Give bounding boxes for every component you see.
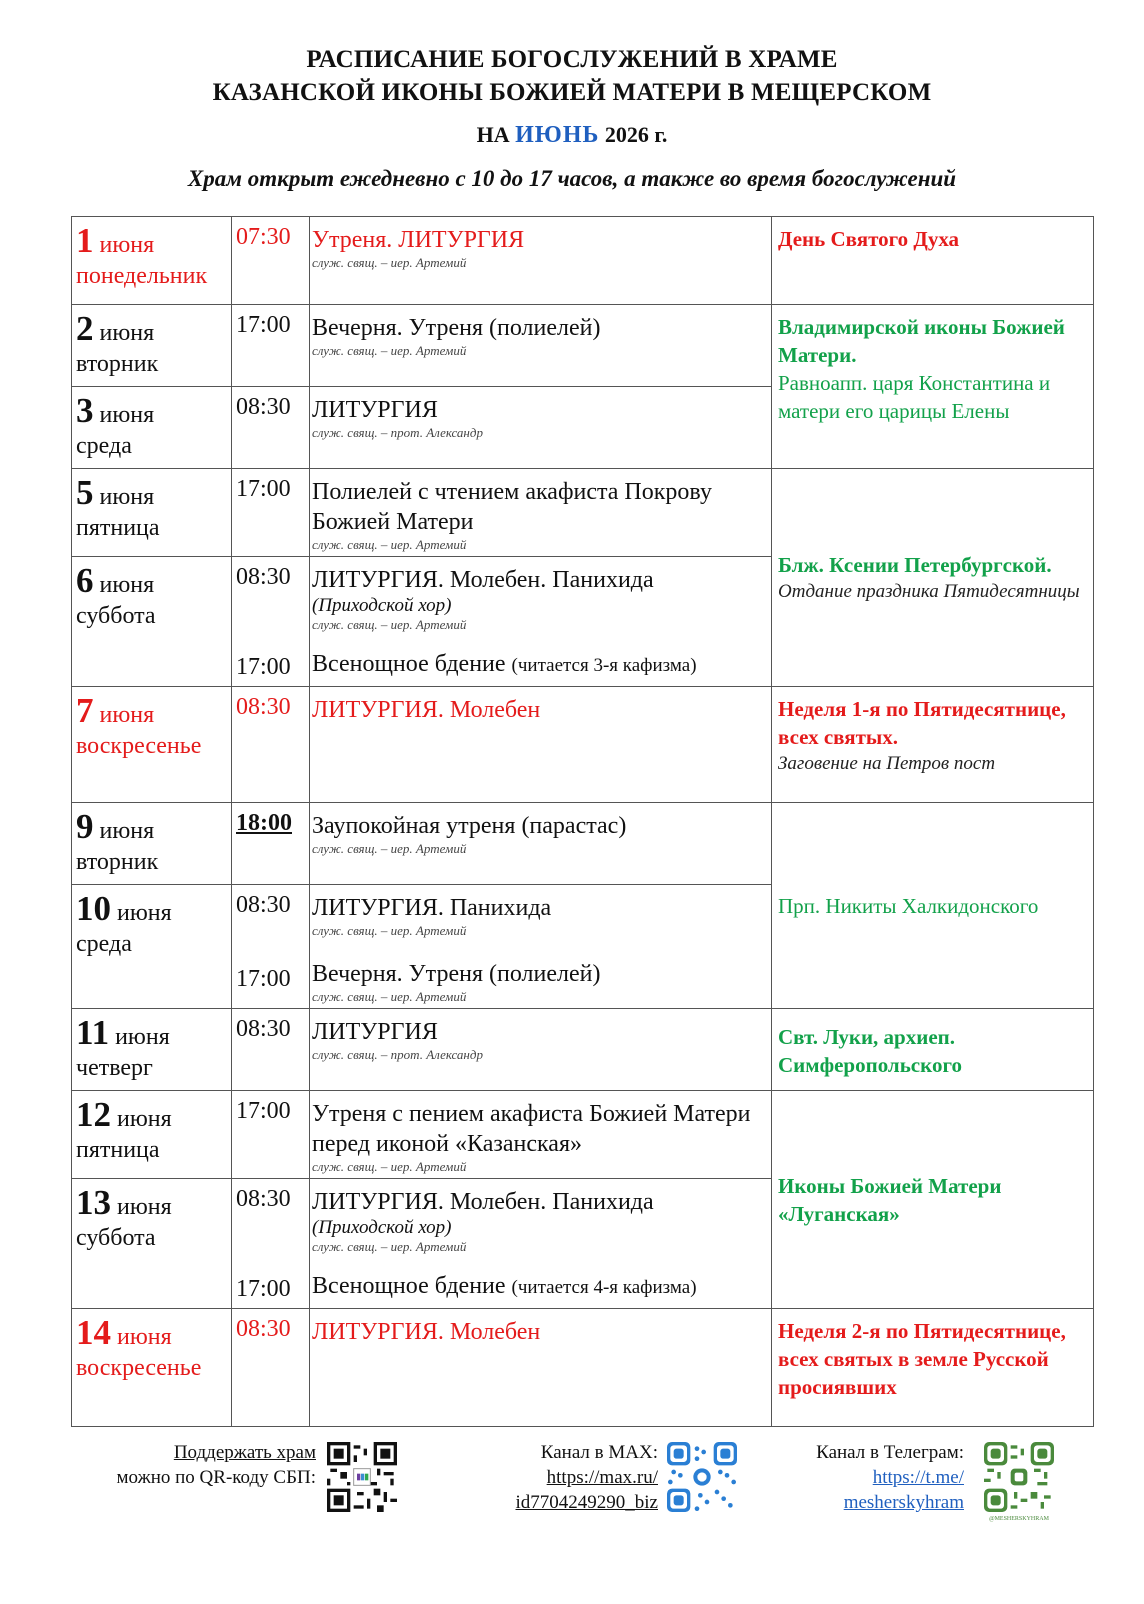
feast-cell xyxy=(772,305,1094,469)
service-priest: служ. свящ. – прот. Александр xyxy=(312,425,483,440)
day-number: 11 xyxy=(76,1013,110,1052)
service-time: 07:30 xyxy=(236,224,291,250)
day-number: 5 xyxy=(76,473,94,512)
feast-subtitle: Отдание праздника Пятидесятницы xyxy=(778,581,1080,602)
day-weekday: воскресенье xyxy=(76,733,202,759)
schedule-table xyxy=(71,216,1094,1427)
support-link[interactable]: Поддержать храм xyxy=(173,1442,316,1463)
service-priest: служ. свящ. – иер. Артемий xyxy=(312,989,467,1004)
service-cell xyxy=(310,1309,772,1427)
date-cell xyxy=(72,305,232,387)
telegram-channel-link-line-1[interactable]: https://t.me/ xyxy=(872,1467,964,1488)
date-cell xyxy=(72,1179,232,1309)
service-note: (читается 3-я кафизма) xyxy=(511,655,697,676)
day-month: июня xyxy=(99,572,155,598)
feast-cell xyxy=(772,1009,1094,1091)
day-month: июня xyxy=(117,1194,172,1220)
date-cell xyxy=(72,469,232,557)
telegram-qr-caption: @MESHERSKYHRAM xyxy=(989,1516,1049,1522)
service-cell xyxy=(310,217,772,305)
feast-title: Неделя 1-я по Пятидесятнице, всех святых. xyxy=(778,697,1066,749)
service-time: 08:30 xyxy=(236,892,291,918)
date-cell xyxy=(72,217,232,305)
feast-title: Прп. Никиты Халкидонского xyxy=(778,893,1039,918)
service-time: 17:00 xyxy=(236,966,291,992)
service-title: ЛИТУРГИЯ xyxy=(312,1019,438,1045)
time-cell xyxy=(232,469,310,557)
day-number: 14 xyxy=(76,1313,111,1352)
day-weekday: вторник xyxy=(76,351,159,377)
max-qr-code-icon xyxy=(667,1442,737,1512)
feast-cell xyxy=(772,803,1094,1009)
service-title: ЛИТУРГИЯ. Молебен. Панихида xyxy=(312,1189,654,1215)
service-cell xyxy=(310,557,772,687)
service-priest: служ. свящ. – иер. Артемий xyxy=(312,617,467,632)
service-cell xyxy=(310,687,772,803)
day-weekday: суббота xyxy=(76,1225,156,1251)
telegram-channel-link-line-2[interactable]: mesherskyhram xyxy=(843,1492,964,1513)
service-title: Всенощное бдение xyxy=(312,1273,506,1299)
max-channel-link-line-1[interactable]: https://max.ru/ xyxy=(546,1467,658,1488)
service-title: Всенощное бдение xyxy=(312,651,506,677)
date-cell xyxy=(72,387,232,469)
feast-title: Свт. Луки, архиеп. Симферопольского xyxy=(778,1025,962,1077)
service-title: Вечерня. Утреня (полиелей) xyxy=(312,315,601,341)
table-row xyxy=(72,687,1094,803)
day-number: 1 xyxy=(76,221,94,260)
time-cell xyxy=(232,217,310,305)
service-time: 08:30 xyxy=(236,1186,291,1212)
table-row xyxy=(72,803,1094,885)
day-month: июня xyxy=(99,402,155,428)
opening-hours-notice: Храм открыт ежедневно с 10 до 17 часов, а также во время богослужений xyxy=(187,166,957,191)
day-month: июня xyxy=(99,232,155,258)
feast-cell xyxy=(772,1309,1094,1427)
service-priest: служ. свящ. – иер. Артемий xyxy=(312,841,467,856)
date-cell xyxy=(72,1009,232,1091)
day-weekday: четверг xyxy=(76,1055,153,1081)
day-weekday: среда xyxy=(76,931,132,957)
service-priest: служ. свящ. – иер. Артемий xyxy=(312,255,467,270)
time-cell xyxy=(232,305,310,387)
service-title: Вечерня. Утреня (полиелей) xyxy=(312,961,601,987)
telegram-channel-label: Канал в Телеграм: xyxy=(816,1442,964,1463)
service-title: ЛИТУРГИЯ. Молебен xyxy=(312,1319,541,1345)
time-cell xyxy=(232,885,310,1009)
max-channel-link-line-2[interactable]: id7704249290_biz xyxy=(515,1492,658,1513)
day-weekday: среда xyxy=(76,433,132,459)
feast-cell xyxy=(772,217,1094,305)
date-cell xyxy=(72,557,232,687)
service-time: 17:00 xyxy=(236,1098,291,1124)
service-priest: служ. свящ. – иер. Артемий xyxy=(312,923,467,938)
day-month: июня xyxy=(117,1324,172,1350)
feast-title: Иконы Божией Матери «Луганская» xyxy=(778,1173,1002,1226)
time-cell xyxy=(232,1009,310,1091)
service-time: 17:00 xyxy=(236,1276,291,1302)
table-row xyxy=(72,217,1094,305)
feast-subtitle: Заговение на Петров пост xyxy=(778,753,996,774)
time-cell xyxy=(232,557,310,687)
day-weekday: суббота xyxy=(76,603,156,629)
service-title: ЛИТУРГИЯ. Молебен. Панихида xyxy=(312,567,654,593)
month-name: ИЮНЬ xyxy=(515,122,600,148)
service-cell xyxy=(310,1179,772,1309)
max-channel-block xyxy=(488,1440,658,1515)
service-cell xyxy=(310,1091,772,1179)
service-cell xyxy=(310,1009,772,1091)
service-title: ЛИТУРГИЯ xyxy=(312,397,438,423)
service-title: Утреня. ЛИТУРГИЯ xyxy=(312,227,525,253)
sbp-qr-code-icon xyxy=(327,1442,397,1512)
month-prefix: НА xyxy=(476,122,510,147)
table-row xyxy=(72,1009,1094,1091)
support-text: можно по QR-коду СБП: xyxy=(116,1467,316,1488)
day-number: 12 xyxy=(76,1095,111,1134)
feast-cell xyxy=(772,1091,1094,1309)
service-cell xyxy=(310,885,772,1009)
time-cell xyxy=(232,1091,310,1179)
time-cell xyxy=(232,1179,310,1309)
service-title: ЛИТУРГИЯ. Молебен xyxy=(312,697,541,723)
day-number: 10 xyxy=(76,889,111,928)
time-cell xyxy=(232,803,310,885)
service-time: 08:30 xyxy=(236,564,291,590)
day-month: июня xyxy=(99,818,155,844)
table-row xyxy=(72,1091,1094,1179)
telegram-qr-code-icon xyxy=(984,1442,1054,1512)
telegram-channel-block xyxy=(780,1440,964,1515)
service-cell xyxy=(310,469,772,557)
feast-title: Блж. Ксении Петербургской. xyxy=(778,553,1052,577)
feast-title: Неделя 2-я по Пятидесятнице, всех святых в земле Русской просиявших xyxy=(778,1319,1066,1399)
feast-title: Владимирской иконы Божией Матери. xyxy=(778,315,1065,367)
day-month: июня xyxy=(99,484,155,510)
date-cell xyxy=(72,885,232,1009)
title-line-1: РАСПИСАНИЕ БОГОСЛУЖЕНИЙ В ХРАМЕ xyxy=(306,46,838,73)
feast-cell xyxy=(772,469,1094,687)
day-number: 6 xyxy=(76,561,94,600)
service-choir: (Приходской хор) xyxy=(312,595,452,616)
day-month: июня xyxy=(99,702,155,728)
day-weekday: вторник xyxy=(76,849,159,875)
title-month-line xyxy=(0,122,1144,149)
day-weekday: воскресенье xyxy=(76,1355,202,1381)
service-time: 08:30 xyxy=(236,694,291,720)
service-cell xyxy=(310,305,772,387)
day-weekday: пятница xyxy=(76,515,160,541)
time-cell xyxy=(232,687,310,803)
service-title: ЛИТУРГИЯ. Панихида xyxy=(312,895,552,921)
time-cell xyxy=(232,1309,310,1427)
date-cell xyxy=(72,1309,232,1427)
support-block xyxy=(88,1440,316,1490)
day-month: июня xyxy=(117,1106,172,1132)
service-title: Полиелей с чтением акафиста Покрову Божией Матери xyxy=(312,479,712,535)
service-time: 17:00 xyxy=(236,654,291,680)
table-row xyxy=(72,305,1094,387)
service-note: (читается 4-я кафизма) xyxy=(511,1277,697,1298)
service-priest: служ. свящ. – иер. Артемий xyxy=(312,537,467,552)
day-month: июня xyxy=(117,900,172,926)
month-year: 2026 г. xyxy=(604,122,668,147)
day-number: 7 xyxy=(76,691,94,730)
day-weekday: пятница xyxy=(76,1137,160,1163)
feast-cell xyxy=(772,687,1094,803)
service-title: Заупокойная утреня (парастас) xyxy=(312,813,627,839)
date-cell xyxy=(72,1091,232,1179)
feast-title: День Святого Духа xyxy=(778,227,960,251)
service-time: 17:00 xyxy=(236,476,291,502)
date-cell xyxy=(72,687,232,803)
day-number: 13 xyxy=(76,1183,111,1222)
time-cell xyxy=(232,387,310,469)
feast-subtitle: Равноапп. царя Константина и матери его царицы Елены xyxy=(778,371,1051,423)
service-time: 08:30 xyxy=(236,394,291,420)
service-time: 08:30 xyxy=(236,1016,291,1042)
table-row xyxy=(72,1309,1094,1427)
service-priest: служ. свящ. – иер. Артемий xyxy=(312,1159,467,1174)
service-title: Утреня с пением акафиста Божией Матери перед иконой «Казанская» xyxy=(312,1101,751,1157)
service-time: 08:30 xyxy=(236,1316,291,1342)
day-weekday: понедельник xyxy=(76,263,208,289)
service-cell xyxy=(310,387,772,469)
day-number: 2 xyxy=(76,309,94,348)
max-channel-label: Канал в MAX: xyxy=(540,1442,658,1463)
service-priest: служ. свящ. – иер. Артемий xyxy=(312,1239,467,1254)
service-priest: служ. свящ. – прот. Александр xyxy=(312,1047,483,1062)
table-row xyxy=(72,469,1094,557)
day-number: 3 xyxy=(76,391,94,430)
service-choir: (Приходской хор) xyxy=(312,1217,452,1238)
title-line-2: КАЗАНСКОЙ ИКОНЫ БОЖИЕЙ МАТЕРИ В МЕЩЕРСКОМ xyxy=(212,79,932,106)
day-month: июня xyxy=(99,320,155,346)
footer xyxy=(0,1440,1144,1560)
day-number: 9 xyxy=(76,807,94,846)
service-time: 17:00 xyxy=(236,312,291,338)
service-time: 18:00 xyxy=(236,810,292,836)
service-cell xyxy=(310,803,772,885)
day-month: июня xyxy=(115,1024,170,1050)
date-cell xyxy=(72,803,232,885)
service-priest: служ. свящ. – иер. Артемий xyxy=(312,343,467,358)
